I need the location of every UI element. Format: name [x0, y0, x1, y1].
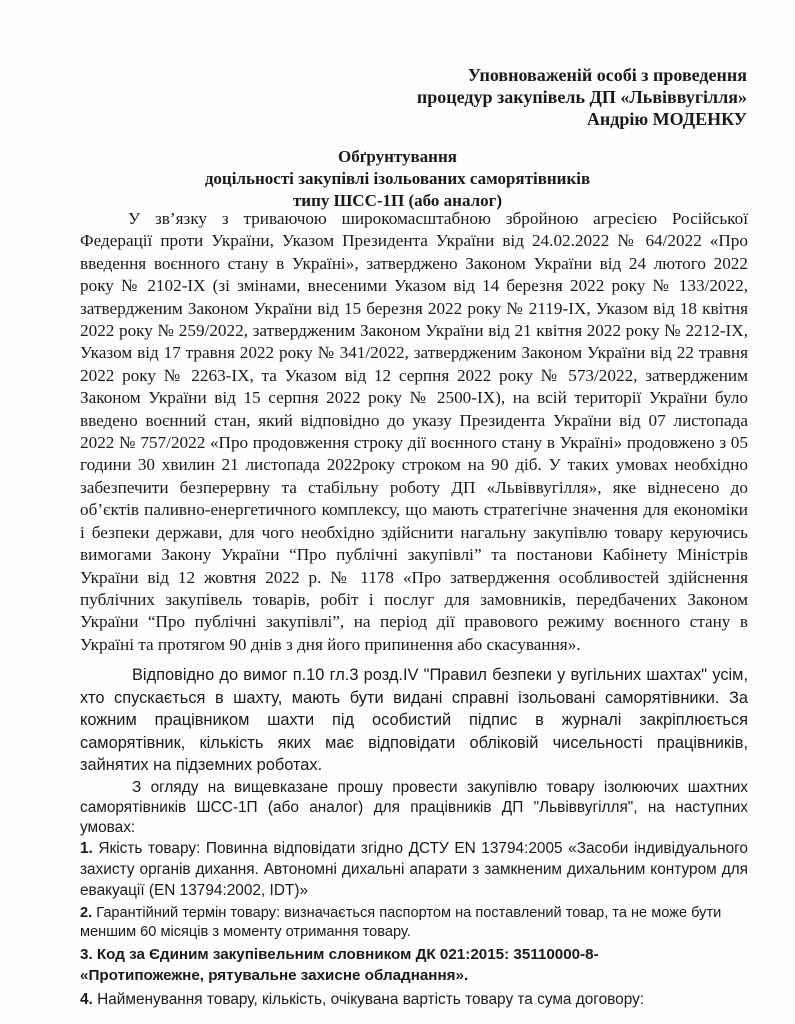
condition-item-quality	[80, 838, 748, 901]
condition-item-cpv-code	[80, 944, 748, 986]
title-line-2: доцільності закупівлі ізольованих саморятівників	[204, 169, 591, 188]
item-code: ДК 021:2015: 35110000-8-	[415, 946, 599, 963]
item-label: Гарантійний термін товару:	[96, 905, 281, 921]
item-text: Якість товару: Повинна відповідати згідно ДСТУ EN 13794:2005 «Засоби індивідуального захисту органів дихання. Автономні дихальні апарати з замкненим дихальним контуром для евакуації (EN 13794:2002, IDT)»	[80, 840, 748, 899]
title-line-3: типу ШСС-1П (або аналог)	[292, 191, 503, 210]
document-title	[0, 146, 795, 212]
addressee-line-1: Уповноваженій особі з проведення	[467, 65, 747, 85]
paragraph-request: З огляду на вищевказане прошу провести закупівлю товару ізолюючих шахтних саморятівників ШСС-1П (або аналог) для працівників ДП "Львіввугілля", на наступних умовах:	[80, 779, 748, 836]
title-line-1: Обґрунтування	[338, 147, 457, 166]
item-number: 3.	[80, 946, 93, 963]
item-text: визначається паспортом на поставлений товар, та не може бути меншим 60 місяців з моменту отримання товару.	[80, 905, 722, 940]
item-number: 1.	[80, 840, 93, 857]
item-number: 2.	[80, 905, 93, 921]
item-text: Найменування товару, кількість, очікувана вартість товару та сума договору:	[97, 991, 645, 1008]
paragraph-safety-rules: Відповідно до вимог п.10 гл.3 розд.IV "Правил безпеки у вугільних шахтах" усім, хто спускається в шахту, мають бути видані справні ізольовані саморятівники. За кожним працівником шахти під особистий підпис в журналі закріплюється саморятівник, кількість яких має відповідати обліковій чисельності працівників, зайнятих на підземних роботах.	[80, 666, 748, 775]
item-code-name: «Протипожежне, рятувальне захисне обладнання».	[80, 967, 469, 984]
item-number: 4.	[80, 991, 93, 1008]
addressee-line-3: Андрію МОДЕНКУ	[586, 109, 747, 129]
condition-item-warranty	[80, 904, 748, 942]
addressee-block	[417, 64, 747, 130]
paragraph-martial-law: У зв’язку з триваючою широкомасштабною збройною агресією Російської Федерації проти України, Указом Президента України від 24.02.2022 № 64/2022 «Про введення воєнного стану в Україні», затверджено Законом України від 24 лютого 2022 року № 2102-IX (зі змінами, внесеними Указом від 14 березня 2022 року № 133/2022, затвердженим Законом України від 15 березня 2022 року № 2119-IX, Указом від 18 квітня 2022 року № 259/2022, затвердженим Законом України від 21 квітня 2022 року № 2212-IX, Указом від 17 травня 2022 року № 341/2022, затвердженим Законом України від 22 травня 2022 року № 2263-IX, та Указом від 12 серпня 2022 року № 573/2022, затвердженим Законом України від 15 серпня 2022 року № 2500-IX), на всій території України було введено воєнний стан, який відповідно до указу Президента України від 07 листопада 2022 № 757/2022 «Про продовження строку дії воєнного стану в Україні» продовжено з 05 години 30 хвилин 21 листопада 2022року строком на 90 діб. У таких умовах необхідно забезпечити безперервну та стабільну роботу ДП «Львіввугілля», яке віднесено до об’єктів паливно-енергетичного комплексу, що мають стратегічне значення для економіки і безпеки держави, для чого необхідно здійснити нагальну закупівлю товару керуючись вимогами Закону України “Про публічні закупівлі” та постанови Кабінету Міністрів України від 12 жовтня 2022 р. № 1178 «Про затвердження особливостей здійснення публічних закупівель товарів, робіт і послуг для замовників, передбачених Законом України “Про публічні закупівлі”, на період дії правового режиму воєнного стану в Україні та протягом 90 днів з дня його припинення або скасування».	[80, 209, 748, 654]
addressee-line-2: процедур закупівель ДП «Львіввугілля»	[416, 87, 747, 107]
condition-item-goods	[80, 990, 748, 1010]
item-label: Код за Єдиним закупівельним словником	[96, 946, 412, 963]
